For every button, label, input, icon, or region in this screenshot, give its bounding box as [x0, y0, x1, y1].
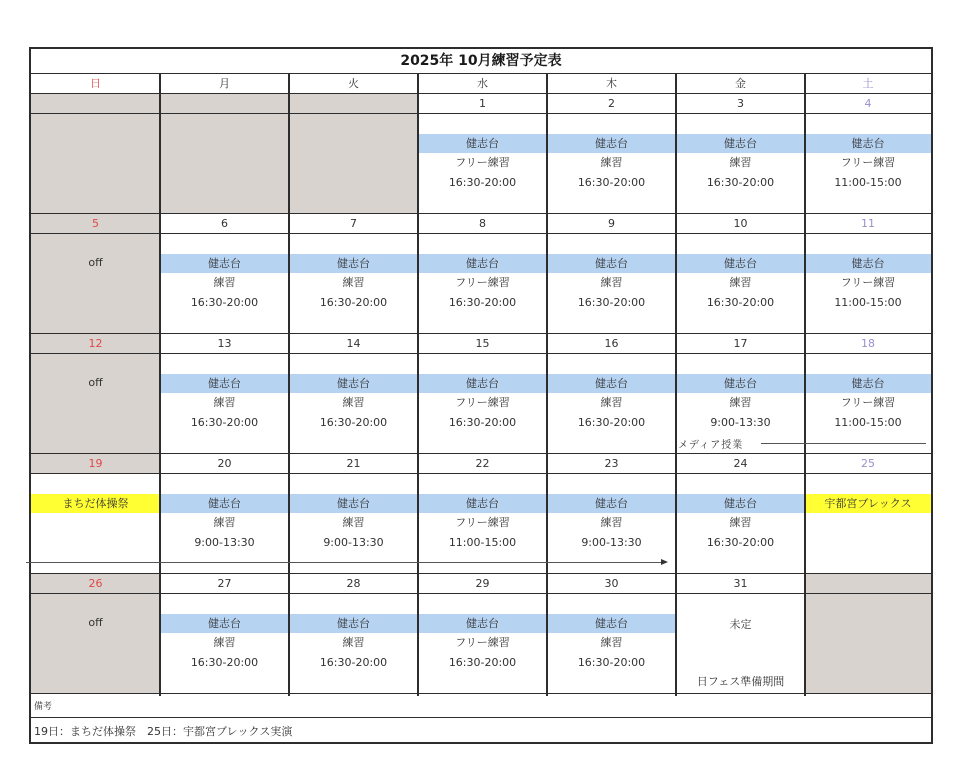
practice-time: 16:30-20:00	[577, 296, 646, 309]
day-cell	[31, 354, 160, 454]
date-number: 13	[160, 334, 289, 354]
practice-type: 練習	[600, 396, 623, 409]
practice-type: フリー練習	[455, 636, 510, 649]
day-cell	[418, 474, 547, 574]
practice-type: 練習	[729, 396, 752, 409]
date-number: 6	[160, 214, 289, 234]
day-cell	[289, 234, 418, 334]
practice-type: 練習	[213, 636, 236, 649]
schedule-sheet	[29, 47, 933, 744]
day-cell	[805, 474, 931, 574]
location-bar: 健志台	[160, 374, 289, 393]
practice-time: 16:30-20:00	[319, 296, 388, 309]
location-bar: 健志台	[289, 494, 418, 513]
notes-text: 19日：まちだ体操祭 25日：宇都宮ブレックス実演	[34, 725, 293, 738]
location-bar: 健志台	[676, 494, 805, 513]
column-divider	[417, 74, 419, 696]
location-bar: 健志台	[547, 494, 676, 513]
day-cell	[31, 114, 160, 214]
date-number: 18	[805, 334, 931, 354]
practice-type: 練習	[213, 516, 236, 529]
practice-time: 11:00-15:00	[834, 416, 902, 429]
date-number: 2	[547, 94, 676, 114]
location-bar: 健志台	[418, 134, 547, 153]
day-cell	[31, 474, 160, 574]
location-bar: 健志台	[805, 254, 931, 273]
day-cell	[31, 234, 160, 334]
location-bar: 健志台	[547, 134, 676, 153]
date-number	[31, 94, 160, 114]
practice-time: 9:00-13:30	[710, 416, 771, 429]
date-number: 24	[676, 454, 805, 474]
date-number: 10	[676, 214, 805, 234]
location-bar: 健志台	[289, 614, 418, 633]
notes-row	[31, 696, 931, 718]
date-number: 27	[160, 574, 289, 594]
day-cell	[289, 354, 418, 454]
undecided-label: 未定	[729, 618, 752, 631]
location-bar: 健志台	[418, 374, 547, 393]
column-divider	[546, 74, 548, 696]
practice-type: 練習	[600, 636, 623, 649]
day-cell	[160, 474, 289, 574]
practice-time: 16:30-20:00	[448, 656, 517, 669]
weekday-header: 水	[418, 74, 547, 94]
practice-type: フリー練習	[840, 396, 896, 409]
practice-time: 11:00-15:00	[834, 176, 902, 189]
location-bar: 健志台	[547, 614, 676, 633]
location-bar: 健志台	[160, 494, 289, 513]
practice-type: フリー練習	[455, 156, 510, 169]
date-number: 21	[289, 454, 418, 474]
day-cell	[676, 354, 805, 454]
practice-type: 練習	[342, 516, 365, 529]
date-number	[160, 94, 289, 114]
date-number: 3	[676, 94, 805, 114]
day-cell	[805, 354, 931, 454]
day-cell	[418, 354, 547, 454]
day-cell	[418, 594, 547, 694]
date-number: 5	[31, 214, 160, 234]
day-cell	[805, 114, 931, 214]
location-bar: 健志台	[805, 374, 931, 393]
day-cell	[289, 594, 418, 694]
practice-time: 9:00-13:30	[581, 536, 642, 549]
date-number: 14	[289, 334, 418, 354]
practice-time: 16:30-20:00	[190, 296, 259, 309]
day-cell	[547, 594, 676, 694]
period-arrow-line	[26, 562, 666, 563]
notes-text-row	[31, 718, 931, 742]
event-brex: 宇都宮ブレックス	[805, 494, 931, 513]
practice-time: 16:30-20:00	[319, 416, 388, 429]
location-bar: 健志台	[160, 614, 289, 633]
location-bar: 健志台	[676, 254, 805, 273]
schedule-title: 2025年 10月練習予定表	[31, 49, 931, 74]
date-number: 23	[547, 454, 676, 474]
weekday-header: 木	[547, 74, 676, 94]
date-number: 31	[676, 574, 805, 594]
location-bar: 健志台	[418, 614, 547, 633]
day-cell	[418, 234, 547, 334]
practice-time: 16:30-20:00	[319, 656, 388, 669]
practice-type: フリー練習	[455, 516, 510, 529]
practice-type: 練習	[342, 276, 365, 289]
location-bar: 健志台	[676, 374, 805, 393]
location-bar: 健志台	[418, 254, 547, 273]
date-number: 19	[31, 454, 160, 474]
location-bar: 健志台	[418, 494, 547, 513]
practice-time: 16:30-20:00	[448, 176, 517, 189]
column-divider	[159, 74, 161, 696]
practice-time: 16:30-20:00	[706, 296, 775, 309]
practice-type: 練習	[342, 396, 365, 409]
off-label: off	[88, 256, 103, 269]
weekday-header: 日	[31, 74, 160, 94]
weekday-header: 金	[676, 74, 805, 94]
period-arrow-head	[661, 559, 668, 565]
date-number: 1	[418, 94, 547, 114]
day-cell	[547, 114, 676, 214]
off-label: off	[88, 616, 103, 629]
date-number: 25	[805, 454, 931, 474]
day-cell	[547, 474, 676, 574]
date-number: 29	[418, 574, 547, 594]
practice-type: 練習	[600, 156, 623, 169]
notes-label: 備考	[34, 702, 53, 712]
media-class-line	[761, 443, 926, 444]
practice-time: 11:00-15:00	[834, 296, 902, 309]
day-cell	[160, 234, 289, 334]
date-number: 22	[418, 454, 547, 474]
off-label: off	[88, 376, 103, 389]
practice-time: 11:00-15:00	[448, 536, 517, 549]
practice-type: 練習	[729, 276, 752, 289]
day-cell	[160, 354, 289, 454]
date-number: 28	[289, 574, 418, 594]
weekday-header: 火	[289, 74, 418, 94]
day-cell	[547, 234, 676, 334]
event-machida: まちだ体操祭	[31, 494, 160, 513]
day-cell	[805, 594, 931, 694]
date-number	[289, 94, 418, 114]
column-divider	[675, 74, 677, 696]
date-number: 30	[547, 574, 676, 594]
practice-type: 練習	[213, 396, 236, 409]
practice-type: 練習	[213, 276, 236, 289]
date-number: 8	[418, 214, 547, 234]
location-bar: 健志台	[805, 134, 931, 153]
weekday-header: 土	[805, 74, 931, 94]
practice-time: 16:30-20:00	[706, 536, 775, 549]
date-number	[805, 574, 931, 594]
date-number: 17	[676, 334, 805, 354]
fest-prep-note: 日フェス準備期間	[696, 675, 785, 688]
practice-type: フリー練習	[840, 276, 896, 289]
day-cell	[676, 474, 805, 574]
location-bar: 健志台	[160, 254, 289, 273]
practice-type: フリー練習	[455, 396, 510, 409]
practice-time: 9:00-13:30	[194, 536, 255, 549]
date-number: 16	[547, 334, 676, 354]
day-cell	[676, 594, 805, 694]
column-divider	[804, 74, 806, 696]
practice-time: 16:30-20:00	[577, 656, 646, 669]
practice-time: 16:30-20:00	[448, 296, 517, 309]
practice-type: 練習	[342, 636, 365, 649]
practice-time: 16:30-20:00	[706, 176, 775, 189]
calendar-grid	[31, 74, 931, 696]
practice-type: 練習	[600, 516, 623, 529]
practice-type: 練習	[729, 516, 752, 529]
day-cell	[418, 114, 547, 214]
date-number: 7	[289, 214, 418, 234]
location-bar: 健志台	[547, 254, 676, 273]
practice-time: 16:30-20:00	[577, 416, 646, 429]
location-bar: 健志台	[676, 134, 805, 153]
location-bar: 健志台	[547, 374, 676, 393]
location-bar: 健志台	[289, 374, 418, 393]
day-cell	[676, 114, 805, 214]
practice-time: 9:00-13:30	[323, 536, 384, 549]
practice-time: 16:30-20:00	[190, 656, 259, 669]
date-number: 12	[31, 334, 160, 354]
practice-time: 16:30-20:00	[448, 416, 517, 429]
practice-time: 16:30-20:00	[190, 416, 259, 429]
date-number: 20	[160, 454, 289, 474]
practice-time: 16:30-20:00	[577, 176, 646, 189]
day-cell	[547, 354, 676, 454]
column-divider	[288, 74, 290, 696]
date-number: 11	[805, 214, 931, 234]
date-number: 15	[418, 334, 547, 354]
date-number: 9	[547, 214, 676, 234]
location-bar: 健志台	[289, 254, 418, 273]
practice-type: 練習	[600, 276, 623, 289]
date-number: 4	[805, 94, 931, 114]
day-cell	[676, 234, 805, 334]
day-cell	[805, 234, 931, 334]
practice-type: フリー練習	[840, 156, 896, 169]
date-number: 26	[31, 574, 160, 594]
practice-type: 練習	[729, 156, 752, 169]
day-cell	[160, 114, 289, 214]
practice-type: フリー練習	[455, 276, 510, 289]
media-class-note: メディア授業	[678, 440, 744, 451]
day-cell	[289, 114, 418, 214]
day-cell	[289, 474, 418, 574]
day-cell	[160, 594, 289, 694]
weekday-header: 月	[160, 74, 289, 94]
day-cell	[31, 594, 160, 694]
